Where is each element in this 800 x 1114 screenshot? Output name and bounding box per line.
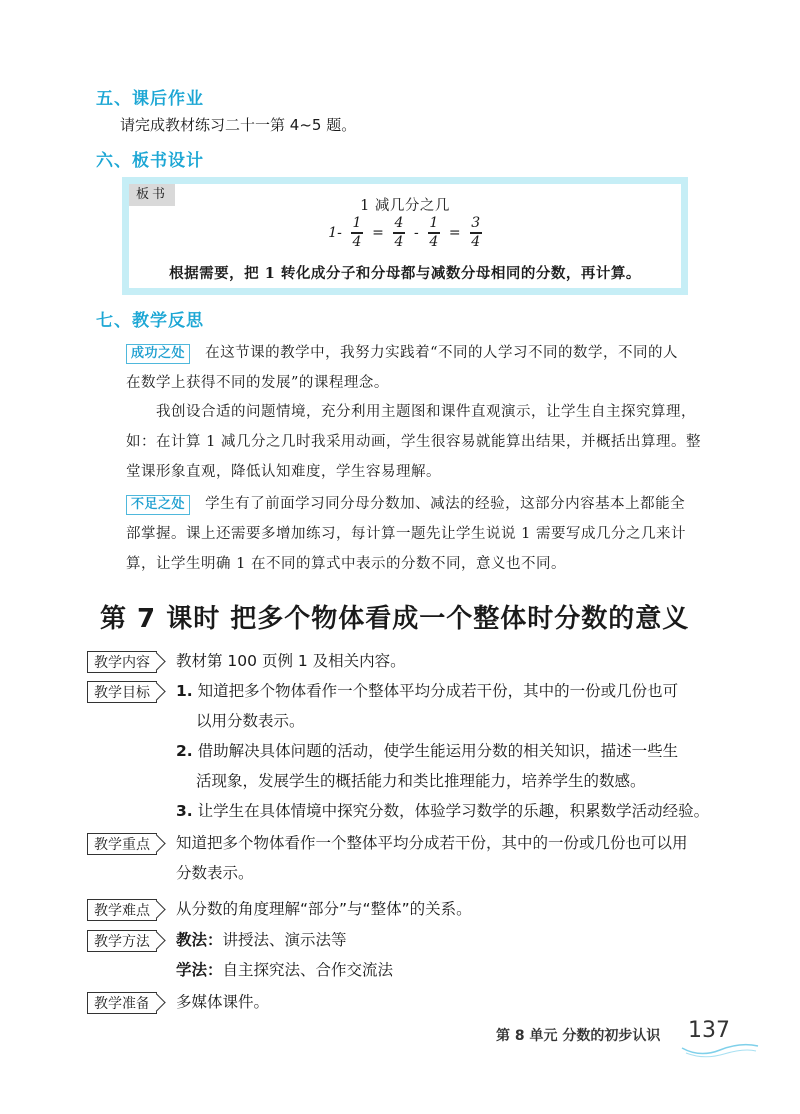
homework-heading: 五、课后作业: [96, 89, 204, 109]
method-learn: 学法：自主探究法、合作交流法: [176, 961, 394, 979]
goal-1-cont: 以用分数表示。: [196, 712, 305, 730]
key-text-1: 知道把多个物体看作一个整体平均分成若干份，其中的一份或几份也可以用: [176, 834, 688, 852]
reflection-heading: 七、教学反思: [96, 311, 204, 331]
content-text: 教材第 100 页例 1 及相关内容。: [176, 652, 406, 670]
prep-tag: 教学准备: [87, 992, 157, 1014]
board-heading: 六、板书设计: [96, 151, 204, 171]
key-tag: 教学重点: [87, 833, 157, 855]
board-box: [122, 177, 688, 295]
difficulty-text: 从分数的角度理解“部分”与“整体”的关系。: [176, 900, 472, 918]
board-title: 1 减几分之几: [360, 198, 450, 214]
board-formula: 1- $\frac{1}{4}$ = $\frac{4}{4}$ - $\frac{1}{4}$ = $\frac{3}{4}$: [328, 215, 481, 250]
content-tag: 教学内容: [87, 651, 157, 673]
fraction-4-4: $\frac{4}{4}$: [394, 215, 404, 250]
deficit-tag: 不足之处: [126, 495, 190, 515]
success-paragraph: 成功之处 在这节课的教学中，我努力实践着“不同的人学习不同的数学，不同的人 在数学上获得不同的发展”的课程理念。: [126, 345, 679, 391]
goal-2: 2. 借助解决具体问题的活动，使学生能运用分数的相关知识，描述一些生: [176, 742, 679, 760]
lesson-title: 第 7 课时 把多个物体看成一个整体时分数的意义: [100, 604, 690, 634]
goal-3: 3. 让学生在具体情境中探究分数，体验学习数学的乐趣，积累数学活动经验。: [176, 802, 710, 820]
method-paragraph: 我创设合适的问题情境，充分利用主题图和课件直观演示，让学生自主探究算理， 如：在计算 1 减几分之几时我采用动画，学生很容易就能算出结果，并概括出算理。整 堂课形象直观，降低认知难度，学生容易理解。: [126, 404, 701, 480]
footer-unit: 第 8 单元 分数的初步认识: [496, 1028, 661, 1044]
difficulty-tag: 教学难点: [87, 899, 157, 921]
method-teach: 教法：讲授法、演示法等: [176, 931, 347, 949]
success-tag: 成功之处: [126, 344, 190, 364]
goals-tag: 教学目标: [87, 681, 157, 703]
homework-text: 请完成教材练习二十一第 4~5 题。: [120, 116, 357, 134]
fraction-1-4-b: $\frac{1}{4}$: [429, 215, 439, 250]
page-number: 137: [688, 1018, 730, 1043]
fraction-3-4: $\frac{3}{4}$: [471, 215, 481, 250]
deficit-paragraph: 不足之处 学生有了前面学习同分母分数加、减法的经验，这部分内容基本上都能全 部掌握。课上还需要多增加练习，每计算一题先让学生说说 1 需要写成几分之几来计 算，让学生明确 1 在不同的算式中表示的分数不同，意义也不同。: [126, 496, 686, 572]
fraction-1-4: $\frac{1}{4}$: [352, 215, 362, 250]
board-note: 根据需要，把 1 转化成分子和分母都与减数分母相同的分数，再计算。: [169, 265, 641, 282]
goal-1: 1. 知道把多个物体看作一个整体平均分成若干份，其中的一份或几份也可: [176, 682, 679, 700]
method-tag: 教学方法: [87, 930, 157, 952]
key-text-2: 分数表示。: [176, 864, 254, 882]
goal-2-cont: 活现象，发展学生的概括能力和类比推理能力，培养学生的数感。: [196, 772, 646, 790]
footer-wave-decoration: [680, 1040, 760, 1060]
board-tag: 板书: [129, 184, 175, 206]
prep-text: 多媒体课件。: [176, 993, 270, 1011]
